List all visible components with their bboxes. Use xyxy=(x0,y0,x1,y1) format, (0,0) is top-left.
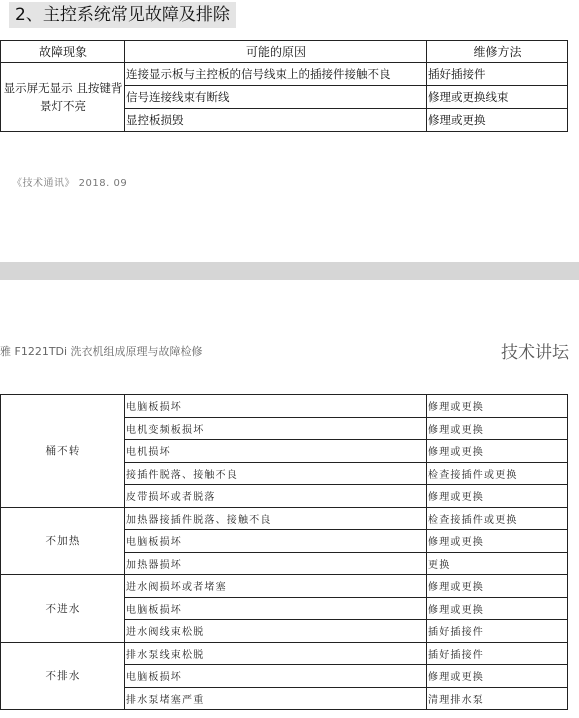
column-name: 技术讲坛 xyxy=(501,343,569,363)
phenomenon-cell: 不进水 xyxy=(1,575,125,643)
section-title: 2、主控系统常见故障及排除 xyxy=(9,2,236,28)
table-row xyxy=(1,507,568,530)
fix-cell: 修理或更换 xyxy=(427,575,568,598)
fault-table-main-control xyxy=(0,40,568,132)
cause-cell: 电脑板损坏 xyxy=(125,395,427,418)
cause-cell: 信号连接线束有断线 xyxy=(125,86,427,109)
article-header: 雅 F1221TDi 洗衣机组成原理与故障检修 xyxy=(0,345,203,358)
cause-cell: 排水泵堵塞严重 xyxy=(125,687,427,710)
table-row xyxy=(1,63,568,86)
cause-cell: 电脑板损坏 xyxy=(125,530,427,553)
cause-cell: 进水阀损坏或者堵塞 xyxy=(125,575,427,598)
phenomenon-cell: 桶不转 xyxy=(1,395,125,508)
fix-cell: 修理或更换 xyxy=(427,417,568,440)
fix-cell: 检查接插件或更换 xyxy=(427,462,568,485)
phenomenon-cell: 不排水 xyxy=(1,642,125,710)
cause-cell: 加热器接插件脱落、接触不良 xyxy=(125,507,427,530)
fix-cell: 修理或更换 xyxy=(427,530,568,553)
header-phenomenon: 故障现象 xyxy=(1,41,125,63)
cause-cell: 显控板损毁 xyxy=(125,109,427,132)
fix-cell: 插好插接件 xyxy=(427,63,568,86)
fix-cell: 清理排水泵 xyxy=(427,687,568,710)
cause-cell: 进水阀线束松脱 xyxy=(125,620,427,643)
phenomenon-cell: 不加热 xyxy=(1,507,125,575)
fix-cell: 修理或更换 xyxy=(427,485,568,508)
fault-table-washer xyxy=(0,394,568,710)
cause-cell: 皮带损坏或者脱落 xyxy=(125,485,427,508)
fix-cell: 修理或更换 xyxy=(427,665,568,688)
cause-cell: 电机变频板损坏 xyxy=(125,417,427,440)
fix-cell: 检查接插件或更换 xyxy=(427,507,568,530)
fix-cell: 插好插接件 xyxy=(427,620,568,643)
cause-cell: 加热器损坏 xyxy=(125,552,427,575)
cause-cell: 电机损坏 xyxy=(125,440,427,463)
cause-cell: 接插件脱落、接触不良 xyxy=(125,462,427,485)
source-note: 《技术通讯》 2018. 09 xyxy=(12,178,128,189)
header-fix: 维修方法 xyxy=(427,41,568,63)
header-cause: 可能的原因 xyxy=(125,41,427,63)
cause-cell: 排水泵线束松脱 xyxy=(125,642,427,665)
cause-cell: 连接显示板与主控板的信号线束上的插接件接触不良 xyxy=(125,63,427,86)
table-row xyxy=(1,395,568,418)
table-header-row xyxy=(1,41,568,63)
phenomenon-cell: 显示屏无显示 且按键背景灯不亮 xyxy=(1,63,125,132)
fix-cell: 修理或更换 xyxy=(427,597,568,620)
table-row xyxy=(1,575,568,598)
cause-cell: 电脑板损坏 xyxy=(125,665,427,688)
fix-cell: 修理或更换 xyxy=(427,395,568,418)
fix-cell: 修理或更换线束 xyxy=(427,86,568,109)
fix-cell: 修理或更换 xyxy=(427,440,568,463)
cause-cell: 电脑板损坏 xyxy=(125,597,427,620)
fault-table-body xyxy=(1,395,568,710)
table-row xyxy=(1,642,568,665)
fix-cell: 更换 xyxy=(427,552,568,575)
fix-cell: 插好插接件 xyxy=(427,642,568,665)
fix-cell: 修理或更换 xyxy=(427,109,568,132)
page-separator xyxy=(0,262,579,280)
